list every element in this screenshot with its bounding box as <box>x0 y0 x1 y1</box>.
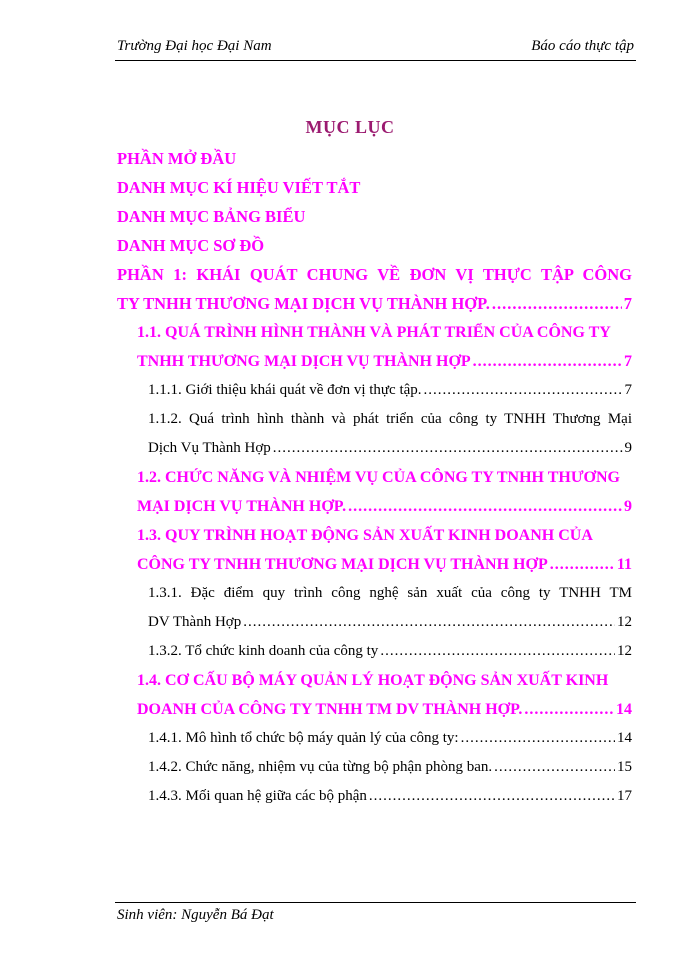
toc-page-number: 12 <box>617 643 632 659</box>
toc-entry-text: 1.3.1. Đặc điểm quy trình công nghệ sản xuất của công ty TNHH TM <box>148 585 632 601</box>
toc-entry[interactable] <box>117 144 632 173</box>
dot-leader <box>424 376 623 405</box>
toc-entry-text: DANH MỤC KÍ HIỆU VIẾT TẮT <box>117 178 361 197</box>
toc-entry[interactable] <box>117 666 632 724</box>
toc-entry[interactable] <box>117 318 632 376</box>
toc-entry-text: DANH MỤC BẢNG BIỂU <box>117 207 306 226</box>
footer-student-name: Sinh viên: Nguyễn Bá Đạt <box>117 907 274 923</box>
toc-entry-text: 1.4. CƠ CẤU BỘ MÁY QUẢN LÝ HOẠT ĐỘNG SẢN XUẤT KINH <box>137 672 609 689</box>
toc-entry[interactable] <box>117 637 632 666</box>
toc-entry-text: 1.4.1. Mô hình tổ chức bộ máy quản lý của công ty: <box>148 730 459 746</box>
header-report-title: Báo cáo thực tập <box>531 38 634 54</box>
toc-entry-text: TNHH THƯƠNG MẠI DỊCH VỤ THÀNH HỢP <box>137 353 471 370</box>
toc-entry[interactable] <box>117 260 632 318</box>
toc-entry-text: 1.3. QUY TRÌNH HOẠT ĐỘNG SẢN XUẤT KINH DOANH CỦA <box>137 527 593 544</box>
toc-entry[interactable] <box>117 202 632 231</box>
dot-leader <box>473 347 622 376</box>
dot-leader <box>273 434 623 463</box>
toc-entry-text: 1.2. CHỨC NĂNG VÀ NHIỆM VỤ CỦA CÔNG TY TNHH THƯƠNG <box>137 469 620 486</box>
toc-page-number: 14 <box>616 701 632 718</box>
toc-page-number: 14 <box>617 730 632 746</box>
dot-leader <box>461 724 615 753</box>
toc-entry-text: DV Thành Hợp <box>148 614 242 630</box>
toc-page-number: 17 <box>617 788 632 804</box>
dot-leader <box>494 753 615 782</box>
dot-leader <box>369 782 615 811</box>
dot-leader <box>492 289 622 318</box>
toc-entry-text: 1.1.1. Giới thiệu khái quát về đơn vị thực tập. <box>148 382 422 398</box>
toc-entry[interactable] <box>117 521 632 579</box>
header-school-name: Trường Đại học Đại Nam <box>117 38 272 54</box>
toc-page-number: 7 <box>624 353 632 370</box>
toc-entry-text: 1.1. QUÁ TRÌNH HÌNH THÀNH VÀ PHÁT TRIỂN CỦA CÔNG TY <box>137 324 611 341</box>
dot-leader <box>348 492 622 521</box>
toc-entry-text: 1.1.2. Quá trình hình thành và phát triển của công ty TNHH Thương Mại <box>148 411 632 427</box>
toc-entry[interactable] <box>117 463 632 521</box>
toc-page-number: 15 <box>617 759 632 775</box>
toc-entry[interactable] <box>117 173 632 202</box>
toc-entry-text: 1.4.3. Mối quan hệ giữa các bộ phận <box>148 788 367 804</box>
toc-entry-text: DANH MỤC SƠ ĐỒ <box>117 236 265 255</box>
toc-page-number: 12 <box>617 614 632 630</box>
toc-entry[interactable] <box>117 753 632 782</box>
toc-title: MỤC LỤC <box>305 117 395 137</box>
toc-page-number: 9 <box>624 498 632 515</box>
toc-page-number: 7 <box>624 382 632 398</box>
toc-entry-text: PHẦN MỞ ĐẦU <box>117 149 237 168</box>
page-footer <box>115 902 636 924</box>
toc-entry-text: PHẦN 1: KHÁI QUÁT CHUNG VỀ ĐƠN VỊ THỰC TẬP CÔNG <box>117 265 632 284</box>
dot-leader <box>524 695 614 724</box>
toc-entry[interactable] <box>117 231 632 260</box>
toc-entry[interactable] <box>117 724 632 753</box>
toc-page-number: 9 <box>624 440 632 456</box>
dot-leader <box>243 608 615 637</box>
toc-entry-text: CÔNG TY TNHH THƯƠNG MẠI DỊCH VỤ THÀNH HỢP <box>137 556 548 573</box>
toc-entry-text: DOANH CỦA CÔNG TY TNHH TM DV THÀNH HỢP. <box>137 701 523 718</box>
toc-entry-text: Dịch Vụ Thành Hợp <box>148 440 271 456</box>
page-header <box>115 36 636 61</box>
toc-page-number: 7 <box>623 294 632 313</box>
toc-entry-text: 1.4.2. Chức năng, nhiệm vụ của từng bộ phận phòng ban. <box>148 759 493 775</box>
dot-leader <box>380 637 615 666</box>
toc-entry-text: TY TNHH THƯƠNG MẠI DỊCH VỤ THÀNH HỢP. <box>117 294 490 313</box>
toc-entry-text: 1.3.2. Tổ chức kinh doanh của công ty <box>148 643 379 659</box>
toc-entry[interactable] <box>117 376 632 405</box>
toc-page-number: 11 <box>616 556 632 573</box>
table-of-contents <box>117 144 632 811</box>
toc-entry[interactable] <box>117 782 632 811</box>
toc-entry[interactable] <box>117 579 632 637</box>
toc-entry[interactable] <box>117 405 632 463</box>
toc-entry-text: MẠI DỊCH VỤ THÀNH HỢP. <box>137 498 347 515</box>
dot-leader <box>550 550 615 579</box>
